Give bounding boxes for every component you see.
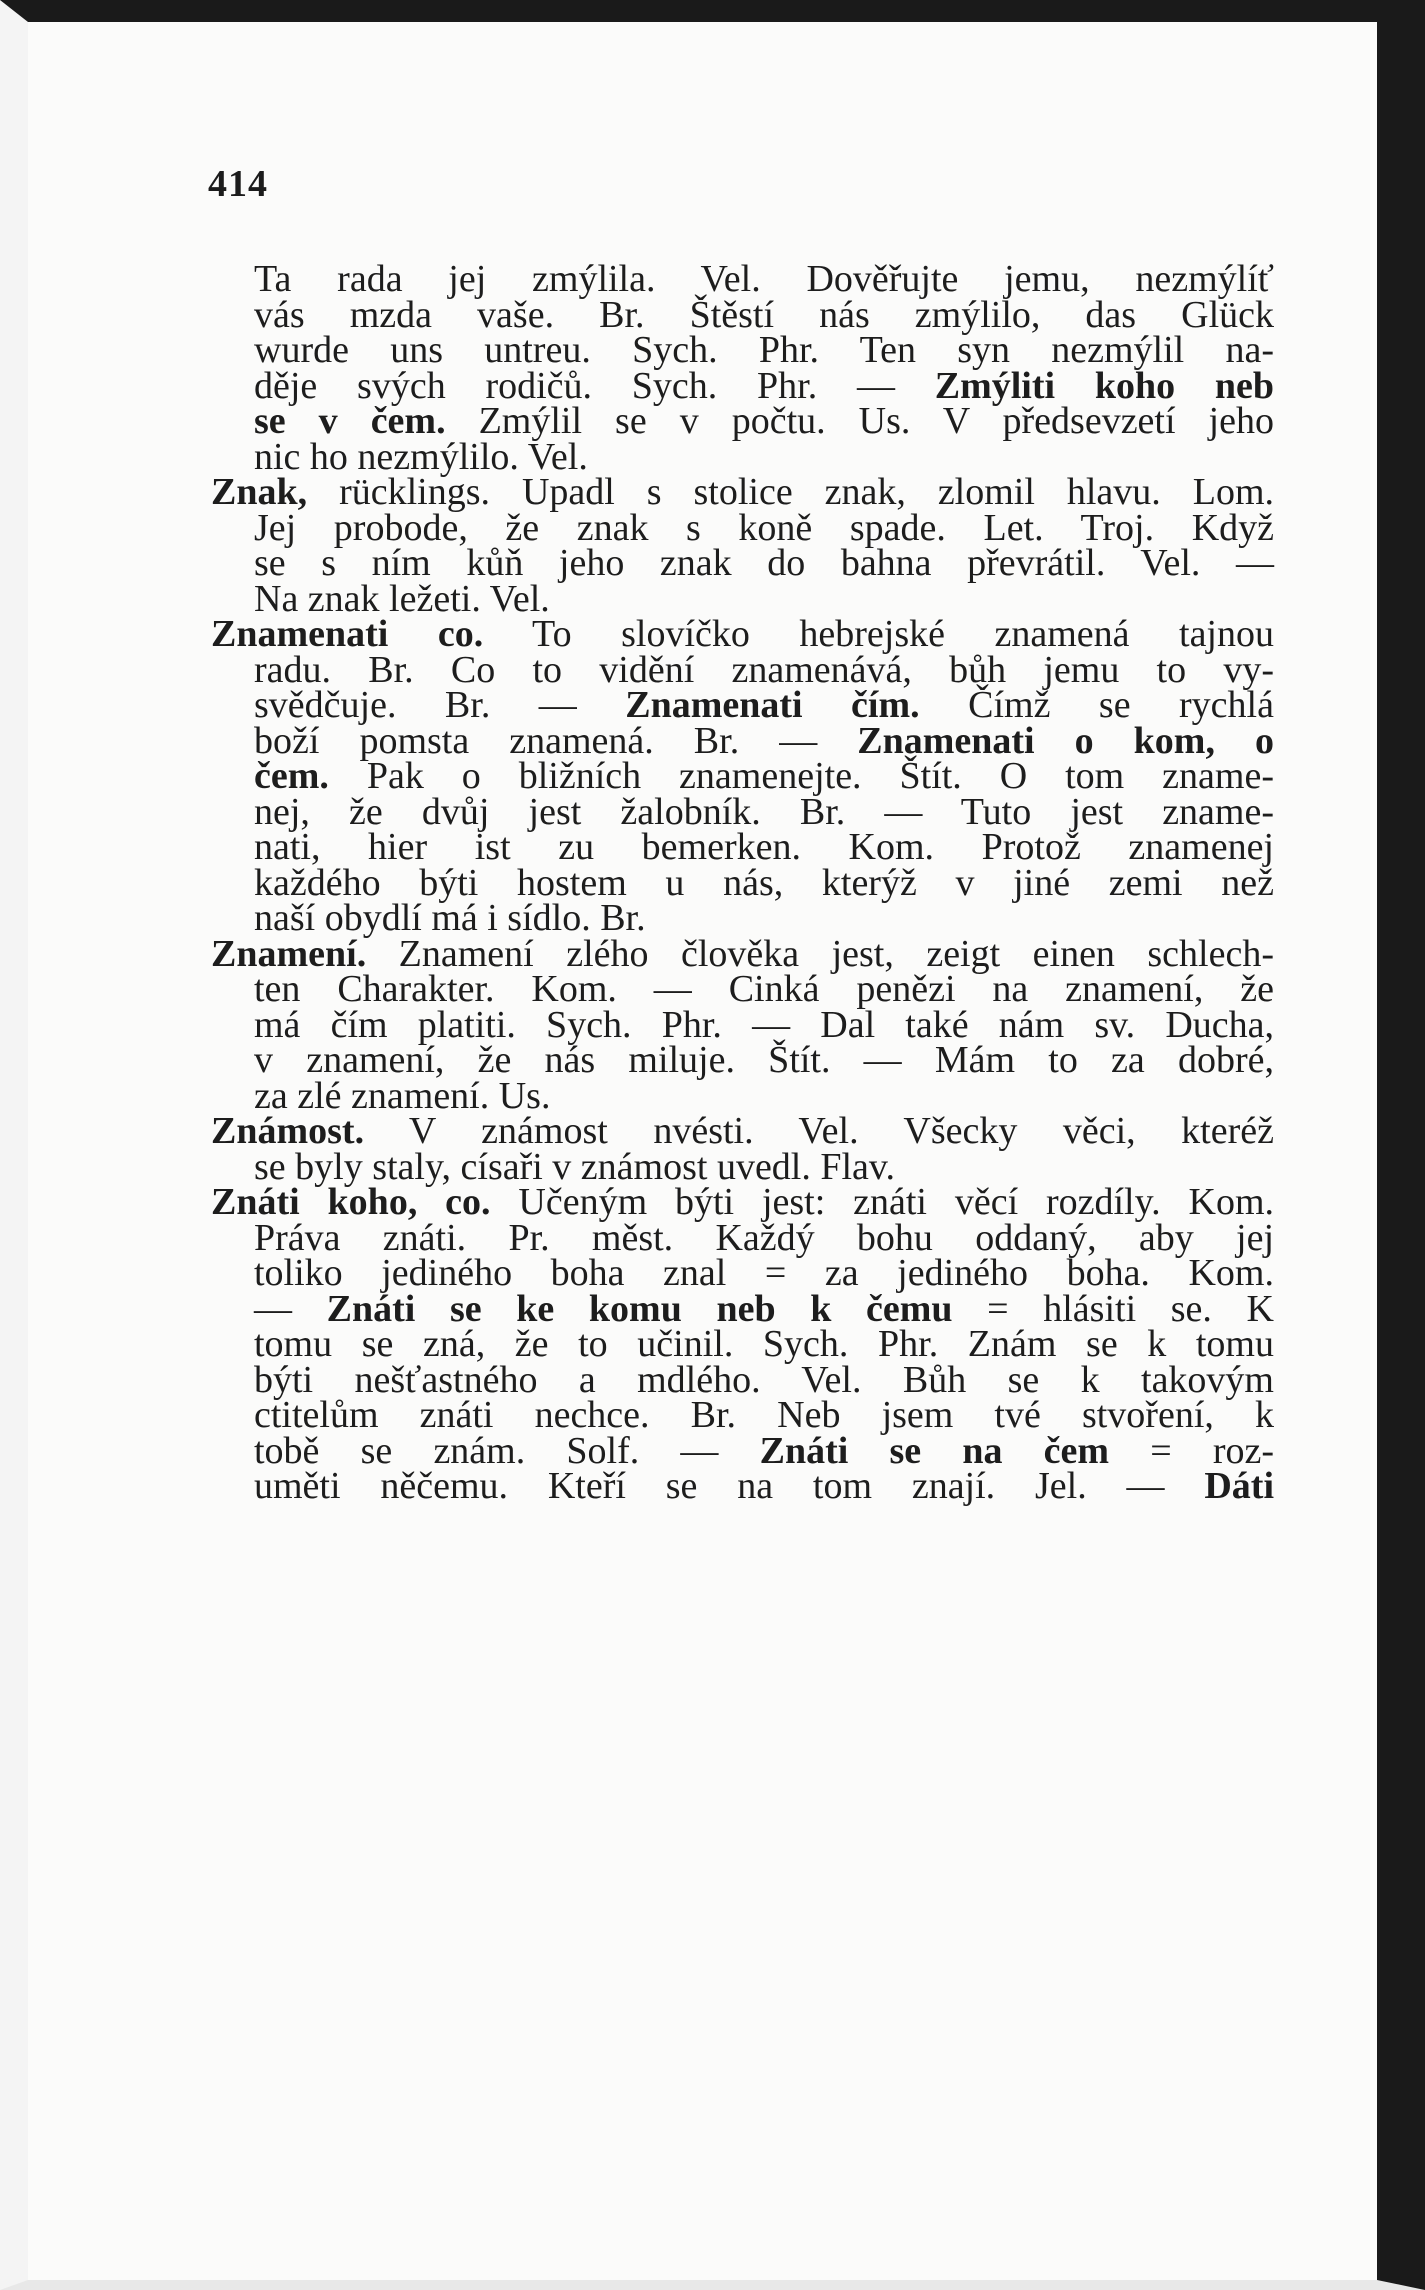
- headword: Znamenati o kom, o: [857, 719, 1274, 762]
- headword: Znamenati čím.: [625, 684, 920, 726]
- line-text: se s ním kůň jeho znak do bahna převrátil. Vel. —: [254, 542, 1274, 584]
- line-text: naší obydlí má i sídlo. Br.: [254, 897, 646, 939]
- line-text: děje svých rodičů. Sych. Phr. —: [254, 364, 935, 407]
- line-text: nej, že dvůj jest žalobník. Br. — Tuto jest zname-: [254, 790, 1274, 833]
- headword: Znamení.: [211, 932, 367, 975]
- line-text: má čím platiti. Sych. Phr. — Dal také nám sv. Ducha,: [254, 1003, 1274, 1046]
- line-text: Učeným býti jest: znáti věcí rozdíly. Kom.: [490, 1181, 1275, 1223]
- line-text: se byly staly, císaři v známost uvedl. Flav.: [254, 1145, 895, 1188]
- line-text: toliko jediného boha znal = za jediného boha. Kom.: [254, 1252, 1274, 1294]
- line-text: Práva znáti. Pr. měst. Každý bohu oddaný, aby jej: [254, 1216, 1274, 1259]
- headword: Znak,: [211, 471, 308, 513]
- line-text: Jej probode, že znak s koně spade. Let. Troj. Když: [254, 506, 1274, 549]
- line-text: vás mzda vaše. Br. Štěstí nás zmýlilo, das Glück: [254, 293, 1274, 336]
- line-text: nati, hier ist zu bemerken. Kom. Protož znamenej: [254, 826, 1274, 868]
- page-number: 414: [208, 163, 268, 205]
- headword: se v čem.: [254, 400, 446, 442]
- line-text: = hlásiti se. K: [952, 1287, 1274, 1330]
- text-line: [254, 1461, 1274, 1511]
- headword: Znáti se ke komu neb k čemu: [326, 1287, 953, 1330]
- line-text: boží pomsta znamená. Br. —: [254, 719, 858, 762]
- line-text: tobě se znám. Solf. —: [254, 1429, 760, 1472]
- line-text: ctitelům znáti nechce. Br. Neb jsem tvé stvoření, k: [254, 1394, 1274, 1436]
- headword: Dáti: [1204, 1465, 1274, 1507]
- line-text: Znamení zlého člověka jest, zeigt einen schlech-: [366, 932, 1274, 975]
- line-text: každého býti hostem u nás, kterýž v jiné zemi než: [254, 861, 1274, 904]
- line-text: za zlé znamení. Us.: [254, 1074, 551, 1117]
- book-page: [28, 22, 1377, 2280]
- line-text: nic ho nezmýlilo. Vel.: [254, 435, 588, 478]
- text-block: [28, 22, 1377, 2280]
- line-text: Ta rada jej zmýlila. Vel. Dověřujte jemu, nezmýlíť: [254, 258, 1274, 300]
- headword: Znáti se na čem: [759, 1429, 1110, 1472]
- line-text: uměti něčemu. Kteří se na tom znají. Jel. —: [254, 1465, 1205, 1507]
- line-text: svědčuje. Br. —: [254, 684, 626, 726]
- line-text: Pak o bližních znamenejte. Štít. O tom zname-: [328, 755, 1274, 797]
- line-text: = roz-: [1109, 1429, 1274, 1472]
- line-text: tomu se zná, že to učinil. Sych. Phr. Znám se k tomu: [254, 1323, 1274, 1365]
- line-text: býti nešťastného a mdlého. Vel. Bůh se k takovým: [254, 1358, 1274, 1401]
- line-text: radu. Br. Co to vidění znamenává, bůh jemu to vy-: [254, 648, 1274, 691]
- headword: Zmýliti koho neb: [934, 364, 1274, 407]
- headword: Znamenati co.: [211, 613, 484, 655]
- line-text: rücklings. Upadl s stolice znak, zlomil hlavu. Lom.: [307, 471, 1274, 513]
- headword: Znáti koho, co.: [211, 1181, 491, 1223]
- line-text: V známost nvésti. Vel. Všecky věci, kteréž: [364, 1110, 1274, 1152]
- headword: Známost.: [211, 1110, 365, 1152]
- line-text: Zmýlil se v počtu. Us. V předsevzetí jeho: [445, 400, 1274, 442]
- line-text: v znamení, že nás miluje. Štít. — Mám to za dobré,: [254, 1039, 1274, 1081]
- headword: čem.: [254, 755, 329, 797]
- line-text: ten Charakter. Kom. — Cinká penězi na znamení, že: [254, 968, 1274, 1010]
- line-text: —: [254, 1287, 327, 1330]
- line-text: Na znak ležeti. Vel.: [254, 577, 550, 620]
- line-text: To slovíčko hebrejské znamená tajnou: [483, 613, 1274, 655]
- line-text: wurde uns untreu. Sych. Phr. Ten syn nezmýlil na-: [254, 329, 1274, 371]
- line-text: Čímž se rychlá: [919, 684, 1274, 726]
